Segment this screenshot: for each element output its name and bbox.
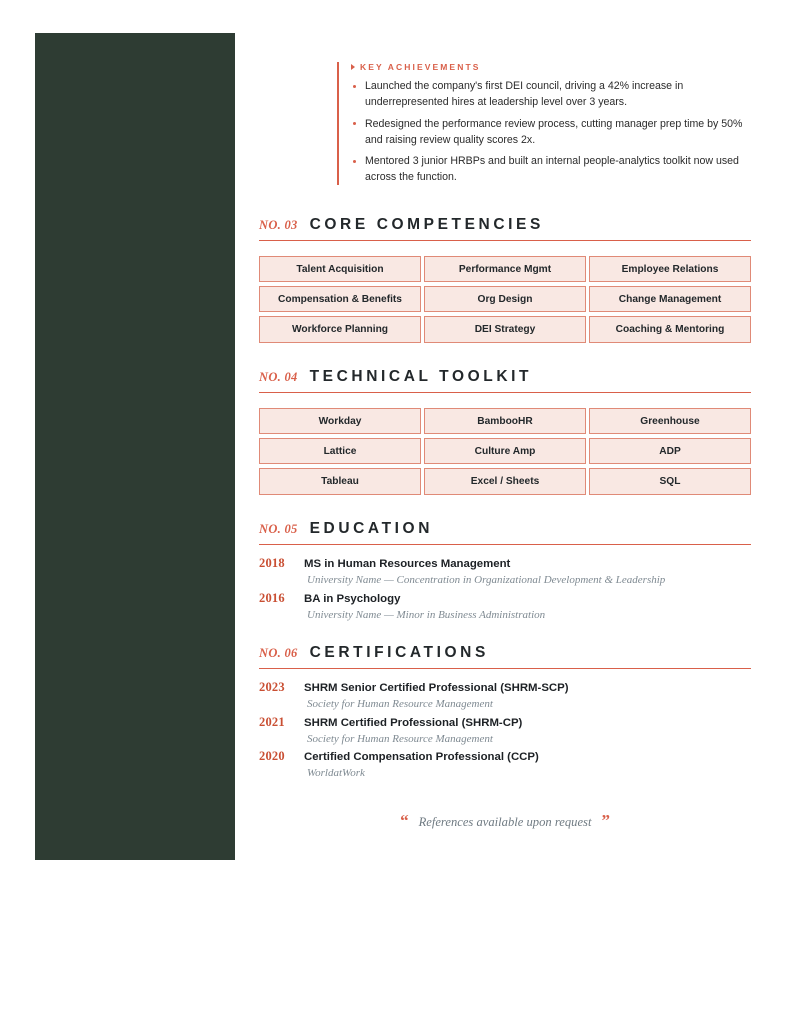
tag-cell: Change Management	[589, 286, 751, 312]
tag-cell: Culture Amp	[424, 438, 586, 464]
list-item: Redesigned the performance review process, cutting manager prep time by 50% and raising review quality scores 2x.	[351, 116, 751, 148]
section-number: NO. 03	[259, 218, 298, 232]
entry-subtitle: WorldatWork	[307, 767, 365, 780]
entry-row	[259, 591, 751, 607]
tag-cell: Workday	[259, 408, 421, 434]
technical-toolkit-grid	[259, 408, 751, 495]
section-header	[259, 216, 751, 241]
entry-title: SHRM Senior Certified Professional (SHRM-SCP)	[304, 682, 569, 694]
tag-cell: ADP	[589, 438, 751, 464]
section-number: NO. 04	[259, 370, 298, 384]
tag-cell: Coaching & Mentoring	[589, 316, 751, 342]
education-entry	[259, 591, 751, 623]
entry-year: 2018	[259, 556, 285, 570]
section-title: CORE COMPETENCIES	[309, 216, 544, 233]
key-achievements-block	[337, 62, 751, 185]
list-item: Launched the company's first DEI council, driving a 42% increase in underrepresented hires at leadership level over 3 years.	[351, 78, 751, 110]
section-education	[259, 520, 751, 625]
entry-subtitle: University Name — Concentration in Organizational Development & Leadership	[307, 573, 666, 586]
entry-row	[259, 749, 751, 765]
entry-year: 2023	[259, 680, 285, 694]
references-text: References available upon request	[418, 815, 592, 829]
section-technical-toolkit	[259, 368, 751, 495]
tag-cell: Greenhouse	[589, 408, 751, 434]
open-quote-icon: “	[400, 811, 409, 830]
entry-year: 2020	[259, 749, 285, 764]
section-title: CERTIFICATIONS	[309, 644, 489, 661]
tag-cell: Employee Relations	[589, 256, 751, 282]
key-achievements-heading	[351, 62, 751, 72]
section-title: TECHNICAL TOOLKIT	[309, 368, 533, 385]
core-competencies-grid	[259, 256, 751, 343]
section-core-competencies	[259, 216, 751, 343]
certification-entry	[259, 680, 751, 712]
triangle-right-icon	[351, 64, 355, 70]
certification-entry	[259, 749, 751, 781]
tag-cell: Excel / Sheets	[424, 468, 586, 494]
section-header	[259, 644, 751, 669]
tag-cell: Performance Mgmt	[424, 256, 586, 282]
entry-subtitle: Society for Human Resource Management	[307, 732, 493, 745]
certification-entry	[259, 715, 751, 747]
key-achievements-list	[351, 78, 751, 185]
tag-cell: DEI Strategy	[424, 316, 586, 342]
entry-year: 2021	[259, 714, 285, 729]
education-entries	[259, 556, 751, 622]
tag-cell: Tableau	[259, 468, 421, 494]
references-footer	[259, 812, 751, 830]
tag-cell: Talent Acquisition	[259, 256, 421, 282]
section-number: NO. 05	[259, 522, 298, 536]
entry-title: BA in Psychology	[304, 592, 401, 605]
certification-entries	[259, 680, 751, 781]
entry-title: SHRM Certified Professional (SHRM-CP)	[304, 716, 523, 729]
section-header	[259, 520, 751, 545]
sidebar-panel	[35, 33, 235, 860]
close-quote-icon: ”	[601, 811, 610, 830]
tag-cell: Org Design	[424, 286, 586, 312]
entry-subtitle: Society for Human Resource Management	[307, 697, 493, 710]
section-certifications	[259, 644, 751, 784]
tag-cell: Compensation & Benefits	[259, 286, 421, 312]
section-title: EDUCATION	[309, 520, 433, 537]
entry-title: Certified Compensation Professional (CCP)	[304, 751, 539, 764]
entry-title: MS in Human Resources Management	[304, 558, 511, 570]
entry-year: 2016	[259, 590, 285, 605]
tag-cell: Workforce Planning	[259, 316, 421, 342]
entry-subtitle: University Name — Minor in Business Administration	[307, 608, 546, 621]
tag-cell: SQL	[589, 468, 751, 494]
entry-row	[259, 715, 751, 731]
list-item: Mentored 3 junior HRBPs and built an internal people-analytics toolkit now used across the function.	[351, 153, 751, 185]
section-header	[259, 368, 751, 393]
key-achievements-heading-label: KEY ACHIEVEMENTS	[360, 62, 481, 72]
entry-row	[259, 556, 751, 572]
education-entry	[259, 556, 751, 588]
entry-row	[259, 680, 751, 696]
tag-cell: BambooHR	[424, 408, 586, 434]
section-number: NO. 06	[259, 646, 298, 660]
tag-cell: Lattice	[259, 438, 421, 464]
